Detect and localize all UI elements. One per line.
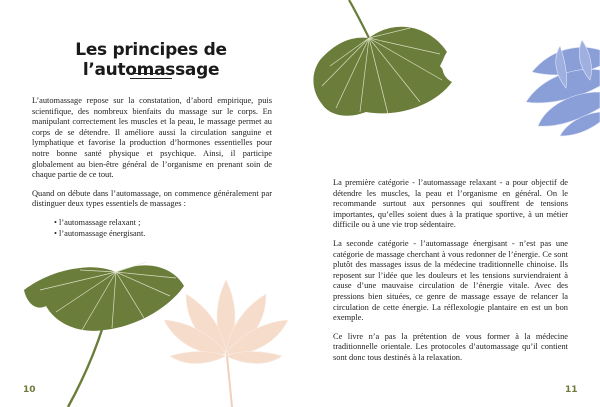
paragraph-intro: L’automassage repose sur la constatation, d’abord empirique, puis scientifique, des nombreux bienfaits du massage sur le corps. En manipulant correctement les muscles et la peau, le massage permet au corps de se détendre. Il améliore aussi la circulation sanguine et lymphatique et favorise la production d’hormones essentielles pour notre bonne santé physique et psychique. Ainsi, il participe globalement au bien-être général de l’organisme en prenant soin de chaque partie de ce tout. — [32, 96, 272, 180]
paragraph-types: Quand on débute dans l’automassage, on commence généralement par distinguer deux types essentiels de massages : — [32, 188, 272, 209]
page-number-left: 10 — [23, 385, 36, 395]
title-divider — [130, 73, 172, 79]
right-page-body — [333, 178, 568, 372]
pink-lotus-flower-illustration — [164, 280, 288, 407]
left-page-body — [32, 96, 272, 239]
massage-types-list — [32, 218, 272, 239]
bottom-lotus-leaf-illustration — [24, 262, 184, 407]
list-item: • l’automassage énergisant. — [54, 228, 146, 238]
page-number-right: 11 — [565, 385, 578, 395]
list-item: • l’automassage relaxant ; — [54, 217, 141, 227]
paragraph-energisant: La seconde catégorie - l’automassage énergisant - n’est pas une catégorie de massage cherchant à vous redonner de l’énergie. Ce sont plutôt des massages issus de la médecine traditionnelle chinoise. Ils reposent sur l’idée que les douleurs et les tensions surviendraient à cause d’une mauvaise circulation de l’énergie vitale. Avec des pressions bien situées, ce genre de massage essaye de relancer la circulation de cette énergie. La réflexologie plantaire en est un bon exemple. — [333, 238, 568, 323]
top-lotus-leaf-illustration — [313, 0, 452, 116]
paragraph-disclaimer: Ce livre n’a pas la prétention de vous former à la médecine traditionnelle orientale. Les protocoles d’automassage qu’il contient sont donc tous destinés à la relaxation. — [333, 331, 568, 362]
paragraph-relaxant: La première catégorie - l’automassage relaxant - a pour objectif de détendre les muscles, la peau et l’organisme en général. On le recommande surtout aux personnes qui souffrent de tensions importantes, qu’elles soient dues à la pratique sportive, à un métier difficile ou à une vie trop sédentaire. — [333, 178, 568, 230]
page-title: Les principes de l’automassage — [75, 40, 227, 80]
blue-lotus-flower-illustration — [526, 40, 600, 136]
